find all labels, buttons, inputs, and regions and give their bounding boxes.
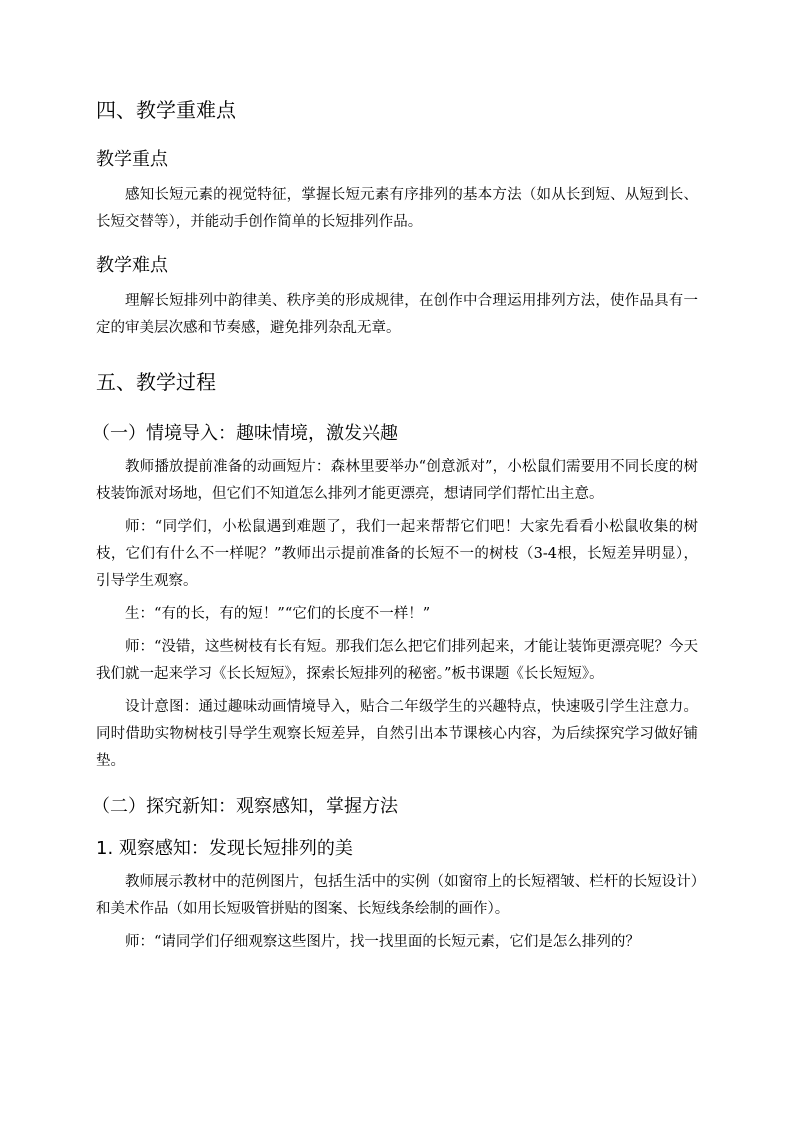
document-page bbox=[92, 94, 698, 956]
part-one-paragraph-5: 设计意图：通过趣味动画情境导入，贴合二年级学生的兴趣特点，快速吸引学生注意力。同时借助实物树枝引导学生观察长短差异，自然引出本节课核心内容，为后续探究学习做好铺垫。 bbox=[96, 699, 698, 769]
part-one-paragraph-4: 师：“没错，这些树枝有长有短。那我们怎么把它们排列起来，才能让装饰更漂亮呢？今天我们就一起来学习《长长短短》，探索长短排列的秘密。”板书课题《长长短短》。 bbox=[96, 639, 698, 682]
part-two-paragraph-2: 师：“请同学们仔细观察这些图片，找一找里面的长短元素，它们是怎么排列的？ bbox=[125, 934, 640, 950]
part-one-heading: （一）情境导入：趣味情境，激发兴趣 bbox=[92, 423, 398, 444]
part-one-paragraph-3: 生：“有的长，有的短！”“它们的长度不一样！” bbox=[125, 606, 431, 622]
section-five-title: 五、教学过程 bbox=[96, 370, 216, 394]
part-two-subheading-1: 1. 观察感知：发现长短排列的美 bbox=[96, 838, 353, 859]
key-point-paragraph: 感知长短元素的视觉特征，掌握长短元素有序排列的基本方法（如从长到短、从短到长、长短交替等），并能动手创作简单的长短排列作品。 bbox=[96, 187, 698, 230]
section-four-title: 四、教学重难点 bbox=[96, 98, 236, 122]
part-two-heading: （二）探究新知：观察感知，掌握方法 bbox=[92, 796, 398, 817]
difficulty-paragraph: 理解长短排列中韵律美、秩序美的形成规律，在创作中合理运用排列方法，使作品具有一定的审美层次感和节奏感，避免排列杂乱无章。 bbox=[96, 293, 698, 336]
difficulty-heading: 教学难点 bbox=[96, 255, 168, 276]
part-one-paragraph-1: 教师播放提前准备的动画短片：森林里要举办“创意派对”，小松鼠们需要用不同长度的树枝装饰派对场地，但它们不知道怎么排列才能更漂亮，想请同学们帮忙出主意。 bbox=[96, 459, 698, 502]
part-two-paragraph-1: 教师展示教材中的范例图片，包括生活中的实例（如窗帘上的长短褶皱、栏杆的长短设计）和美术作品（如用长短吸管拼贴的图案、长短线条绘制的画作）。 bbox=[96, 874, 698, 917]
key-point-heading: 教学重点 bbox=[96, 149, 168, 170]
part-one-paragraph-2: 师：“同学们，小松鼠遇到难题了，我们一起来帮帮它们吧！大家先看看小松鼠收集的树枝，它们有什么不一样呢？”教师出示提前准备的长短不一的树枝（3-4根，长短差异明显），引导学生观察。 bbox=[96, 519, 698, 589]
